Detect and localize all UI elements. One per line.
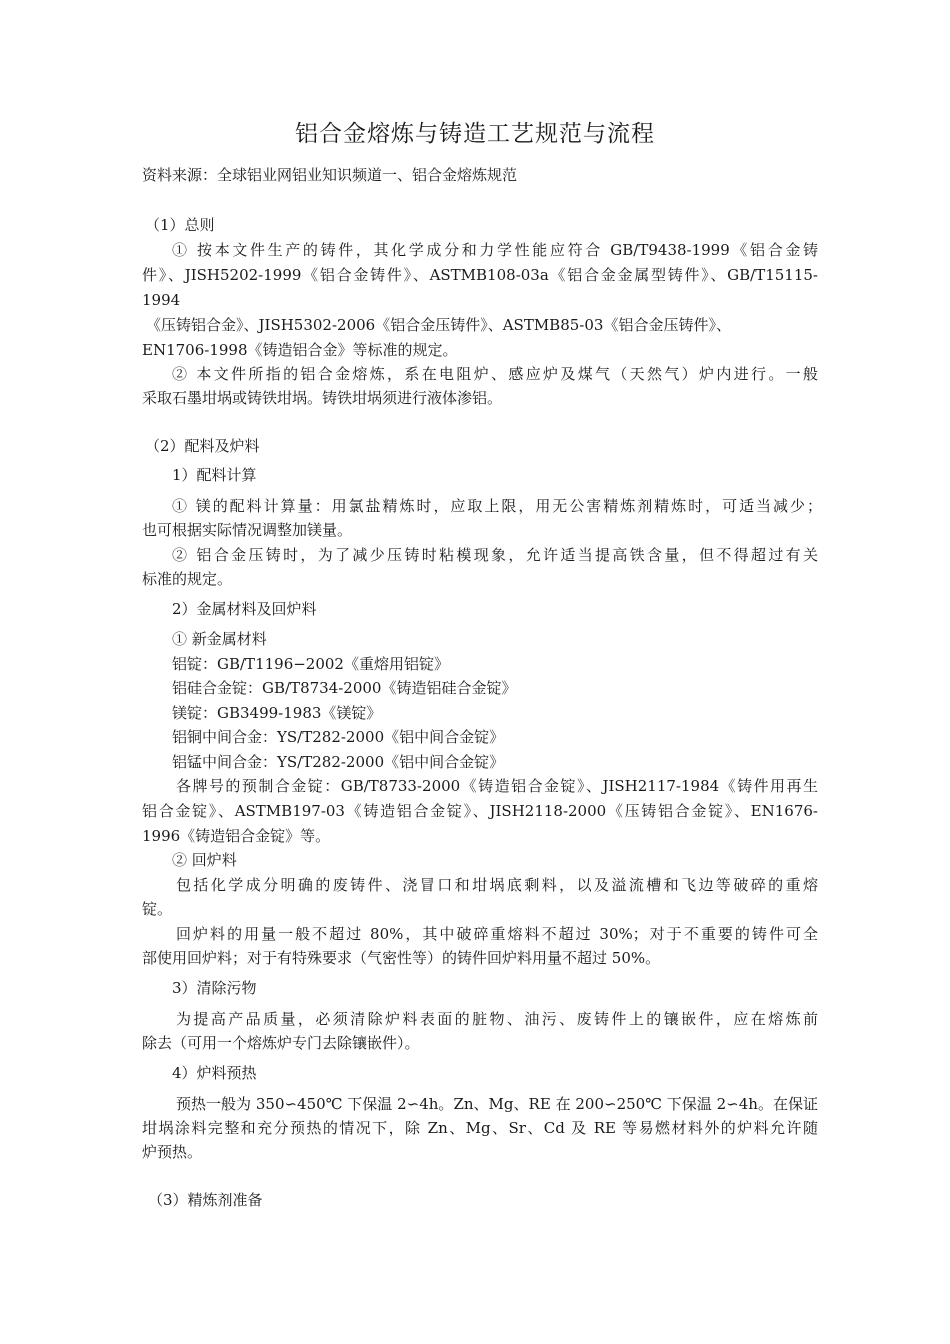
- paragraph-line: 炉预热。: [142, 1143, 203, 1161]
- paragraph-line: 1996《铸造铝合金锭》等。: [142, 827, 331, 845]
- subsection-heading: 3）清除污物: [172, 979, 257, 997]
- list-item: 铝锭：GB/T1196−2002《重熔用铝锭》: [172, 655, 449, 673]
- section-heading-refining: （3）精炼剂准备: [148, 1191, 263, 1209]
- list-item: 铝锰中间合金：YS/T282-2000《铝中间合金锭》: [172, 753, 505, 771]
- section-heading-general: （1）总则: [145, 216, 215, 234]
- paragraph-line: 件》、JISH5202-1999《铝合金铸件》、ASTMB108-03a《铝合金金属型铸件》、GB/T15115-: [142, 266, 818, 284]
- paragraph-line: 各牌号的预制合金锭：GB/T8733-2000《铸造铝合金锭》、JISH2117-1984《铸件用再生: [176, 777, 818, 795]
- document-title: 铝合金熔炼与铸造工艺规范与流程: [295, 121, 655, 147]
- paragraph-line: 为提高产品质量，必须清除炉料表面的脏物、油污、废铸件上的镶嵌件，应在熔炼前: [176, 1010, 818, 1028]
- subsection-heading: 1）配料计算: [172, 466, 257, 484]
- paragraph-line: 回炉料的用量一般不超过 80%，其中破碎重熔料不超过 30%；对于不重要的铸件可全: [176, 925, 818, 943]
- paragraph-line: 标准的规定。: [142, 570, 233, 588]
- paragraph-line: 铝合金锭》、ASTMB197-03《铸造铝合金锭》、JISH2118-2000《压铸铝合金锭》、EN1676-: [142, 802, 818, 820]
- paragraph-line: ① 镁的配料计算量：用氯盐精炼时，应取上限，用无公害精炼剂精炼时，可适当减少；: [172, 497, 822, 515]
- paragraph-line: 锭。: [142, 900, 173, 918]
- list-heading: ① 新金属材料: [172, 630, 267, 648]
- list-item: 铝铜中间合金：YS/T282-2000《铝中间合金锭》: [172, 728, 505, 746]
- paragraph-line: ① 按本文件生产的铸件，其化学成分和力学性能应符合 GB/T9438-1999《铝合金铸: [172, 241, 818, 259]
- paragraph-line: 1994: [142, 291, 181, 309]
- paragraph-line: 除去（可用一个熔炼炉专门去除镶嵌件）。: [142, 1034, 420, 1052]
- list-item: 铝硅合金锭：GB/T8734-2000《铸造铝硅合金锭》: [172, 679, 517, 697]
- paragraph-line: ② 铝合金压铸时，为了减少压铸时粘模现象，允许适当提高铁含量，但不得超过有关: [172, 546, 818, 564]
- paragraph-line: 坩埚涂料完整和充分预热的情况下，除 Zn、Mg、Sr、Cd 及 RE 等易燃材料外的炉料允许随: [142, 1119, 818, 1137]
- paragraph-line: 部使用回炉料；对于有特殊要求（气密性等）的铸件回炉料用量不超过 50%。: [142, 949, 661, 967]
- paragraph-line: EN1706-1998《铸造铝合金》等标准的规定。: [142, 341, 458, 359]
- paragraph-line: 包括化学成分明确的废铸件、浇冒口和坩埚底剩料，以及溢流槽和飞边等破碎的重熔: [176, 876, 818, 894]
- paragraph-line: ② 本文件所指的铝合金熔炼，系在电阻炉、感应炉及煤气（天然气）炉内进行。一般: [172, 365, 818, 383]
- paragraph-line: 采取石墨坩埚或铸铁坩埚。铸铁坩埚须进行液体渗铝。: [142, 389, 503, 407]
- list-item: 镁锭：GB3499-1983《镁锭》: [172, 704, 382, 722]
- subsection-heading: 4）炉料预热: [172, 1064, 257, 1082]
- paragraph-line: 预热一般为 350∽450℃ 下保温 2∽4h。Zn、Mg、RE 在 200∽250℃ 下保温 2∽4h。在保证: [176, 1095, 818, 1113]
- paragraph-line: 《压铸铝合金》、JISH5302-2006《铝合金压铸件》、ASTMB85-03《铝合金压铸件》、: [146, 316, 731, 334]
- section-heading-materials: （2）配料及炉料: [145, 437, 260, 455]
- subsection-heading: 2）金属材料及回炉料: [172, 600, 317, 618]
- list-heading: ② 回炉料: [172, 851, 237, 869]
- source-line: 资料来源：全球铝业网铝业知识频道一、铝合金熔炼规范: [142, 166, 518, 184]
- paragraph-line: 也可根据实际情况调整加镁量。: [142, 521, 353, 539]
